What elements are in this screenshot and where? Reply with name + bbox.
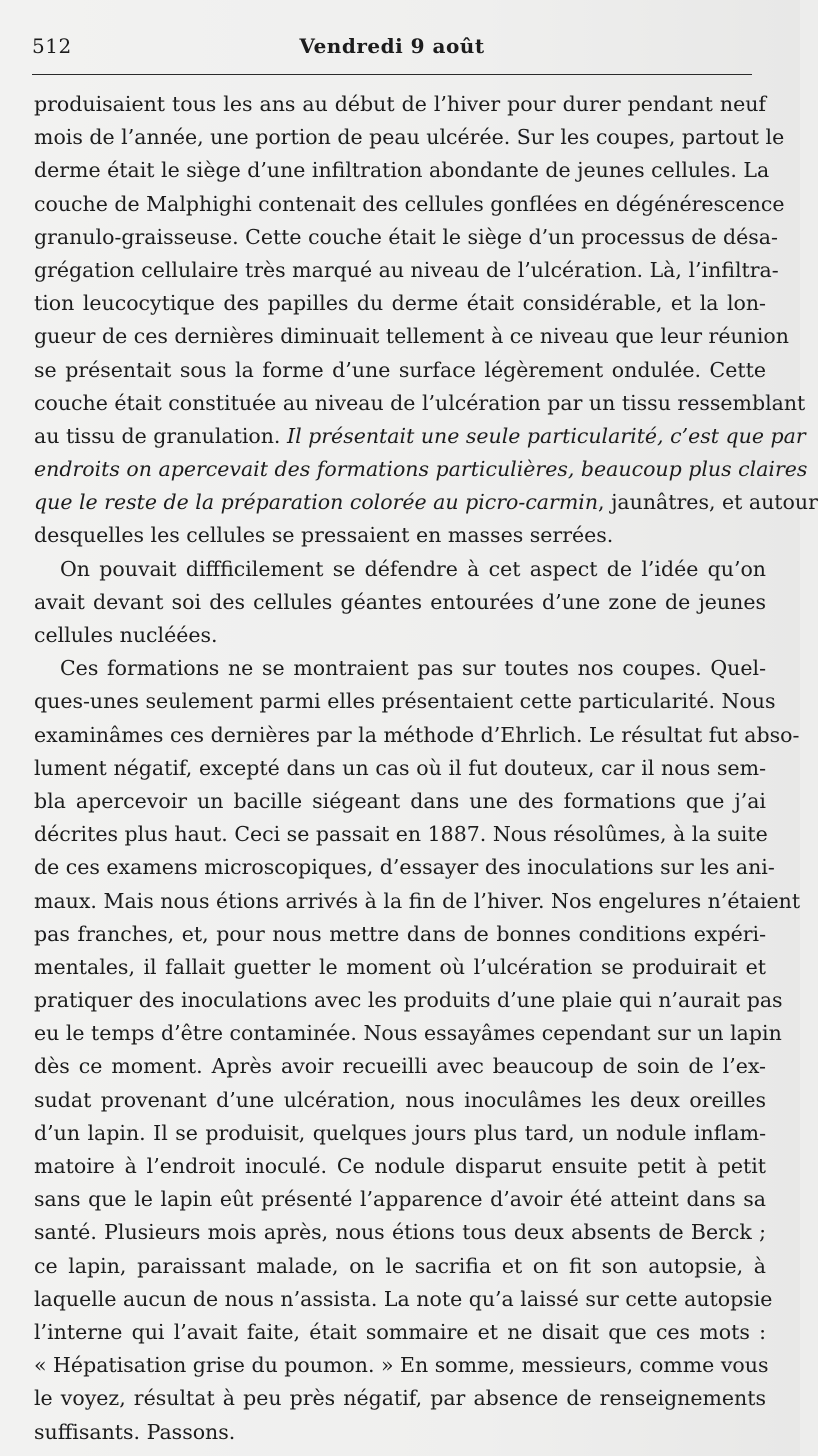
text-line xyxy=(34,1416,766,1449)
text-line xyxy=(34,851,775,884)
text-line xyxy=(34,685,776,718)
text-line xyxy=(34,453,808,486)
text-run: mois de l’année, une portion de peau ulcérée. Sur les coupes, partout le xyxy=(34,125,785,150)
text-run: le voyez, résultat à peu près négatif, par absence de renseignements xyxy=(34,1386,766,1411)
text-line xyxy=(34,188,785,221)
text-run: cellules nucléées. xyxy=(34,623,218,647)
text-run: ce lapin, paraissant malade, on le sacrifia et on fit son autopsie, à xyxy=(34,1253,766,1278)
text-line xyxy=(34,1349,769,1382)
text-run: desquelles les cellules se pressaient en masses serrées. xyxy=(34,523,614,548)
text-run: se présentait sous la forme d’une surface légèrement ondulée. Cette xyxy=(34,357,766,382)
text-line xyxy=(34,88,766,121)
text-line xyxy=(34,586,766,619)
page-header xyxy=(32,30,752,64)
text-line xyxy=(34,752,766,785)
text-line xyxy=(34,320,789,353)
text-run: décrites plus haut. Ceci se passait en 1887. Nous résolûmes, à la suite xyxy=(34,822,768,847)
header-rule xyxy=(32,74,752,75)
text-line xyxy=(34,818,766,851)
page-number: 512 xyxy=(32,34,72,58)
text-run: d’un lapin. Il se produisit, quelques jours plus tard, un nodule inflam- xyxy=(34,1120,766,1145)
text-run: sudat provenant d’une ulcération, nous inoculâmes les deux oreilles xyxy=(34,1087,766,1112)
text-line xyxy=(34,486,818,519)
text-line xyxy=(34,287,766,320)
text-run: au tissu de granulation. xyxy=(34,423,287,448)
text-run: On pouvait diffficilement se défendre à cet aspect de l’idée qu’on xyxy=(60,556,766,581)
text-line xyxy=(34,619,766,652)
text-line xyxy=(34,1084,766,1117)
text-line xyxy=(34,387,806,420)
text-line xyxy=(34,719,800,752)
text-run: produisaient tous les ans au début de l’hiver pour durer pendant neuf xyxy=(34,92,766,116)
text-run: lument négatif, excepté dans un cas où il fut douteux, car il nous sem- xyxy=(34,755,766,780)
italic-text-run: Il présentait une seule particularité, c’est que par xyxy=(286,423,806,448)
text-line xyxy=(34,652,766,685)
text-line xyxy=(34,984,783,1017)
text-run: dès ce moment. Après avoir recueilli avec beaucoup de soin de l’ex- xyxy=(34,1054,766,1079)
text-run: pas franches, et, pour nous mettre dans de bonnes conditions expéri- xyxy=(34,921,766,946)
text-run: de ces examens microscopiques, d’essayer des inoculations sur les ani- xyxy=(34,855,775,880)
text-line xyxy=(34,1050,766,1083)
text-line xyxy=(34,519,766,552)
running-title: Vendredi 9 août xyxy=(299,34,485,58)
text-run: suffisants. Passons. xyxy=(34,1419,236,1444)
italic-text-run: que le reste de la préparation colorée au picro-carmin xyxy=(34,490,599,515)
text-run: pratiquer des inoculations avec les produits d’une plaie qui n’aurait pas xyxy=(34,988,783,1013)
text-run: maux. Mais nous étions arrivés à la fin de l’hiver. Nos engelures n’étaient xyxy=(34,888,801,913)
text-line xyxy=(34,553,766,586)
text-run: eu le temps d’être contaminée. Nous essayâmes cependant sur un lapin xyxy=(34,1021,782,1046)
text-run: Ces formations ne se montraient pas sur toutes nos coupes. Quel- xyxy=(60,656,766,681)
text-run: derme était le siège d’une infiltration abondante de jeunes cellules. La xyxy=(34,158,770,183)
text-run: mentales, il fallait guetter le moment où l’ulcération se produirait et xyxy=(34,954,766,979)
text-run: examinâmes ces dernières par la méthode d’Ehrlich. Le résultat fut abso- xyxy=(34,722,800,747)
body-text xyxy=(34,88,818,1449)
text-line xyxy=(34,1216,766,1249)
text-run: bla apercevoir un bacille siégeant dans une des formations que j’ai xyxy=(34,788,766,813)
text-line xyxy=(34,1017,782,1050)
text-line xyxy=(34,154,770,187)
text-run: grégation cellulaire très marqué au niveau de l’ulcération. Là, l’infiltra- xyxy=(34,257,779,282)
text-line xyxy=(34,1117,766,1150)
text-run: santé. Plusieurs mois après, nous étions tous deux absents de Berck ; xyxy=(34,1220,766,1245)
text-line xyxy=(34,785,766,818)
text-line xyxy=(34,121,785,154)
text-line xyxy=(34,254,779,287)
text-line xyxy=(34,1150,766,1183)
text-run: matoire à l’endroit inoculé. Ce nodule disparut ensuite petit à petit xyxy=(34,1154,766,1178)
text-run: ques-unes seulement parmi elles présentaient cette particularité. Nous xyxy=(34,689,776,714)
text-run: , jaunâtres, et autour xyxy=(598,490,818,515)
text-line xyxy=(34,885,801,918)
text-run: laquelle aucun de nous n’assista. La note qu’a laissé sur cette autopsie xyxy=(34,1286,773,1311)
text-line xyxy=(34,918,766,951)
text-line xyxy=(34,951,766,984)
text-line xyxy=(34,1283,773,1316)
text-line xyxy=(34,420,806,453)
text-run: l’interne qui l’avait faite, était sommaire et ne disait que ces mots : xyxy=(34,1319,766,1344)
text-run: couche de Malphighi contenait des cellules gonflées en dégénérescence xyxy=(34,191,785,216)
italic-text-run: endroits on apercevait des formations particulières, beaucoup plus claires xyxy=(34,457,808,482)
text-line xyxy=(34,221,778,254)
text-run: sans que le lapin eût présenté l’apparence d’avoir été atteint dans sa xyxy=(34,1187,766,1212)
text-line xyxy=(34,1250,766,1283)
text-line xyxy=(34,1183,766,1216)
text-run: gueur de ces dernières diminuait tellement à ce niveau que leur réunion xyxy=(34,324,789,349)
text-line xyxy=(34,354,766,387)
text-line xyxy=(34,1316,766,1349)
text-run: « Hépatisation grise du poumon. » En somme, messieurs, comme vous xyxy=(34,1353,769,1378)
text-run: tion leucocytique des papilles du derme était considérable, et la lon- xyxy=(34,291,766,316)
text-run: granulo-graisseuse. Cette couche était le siège d’un processus de désa- xyxy=(34,224,778,249)
text-run: avait devant soi des cellules géantes entourées d’une zone de jeunes xyxy=(34,589,766,614)
text-line xyxy=(34,1382,766,1415)
text-run: couche était constituée au niveau de l’ulcération par un tissu ressemblant xyxy=(34,390,806,415)
